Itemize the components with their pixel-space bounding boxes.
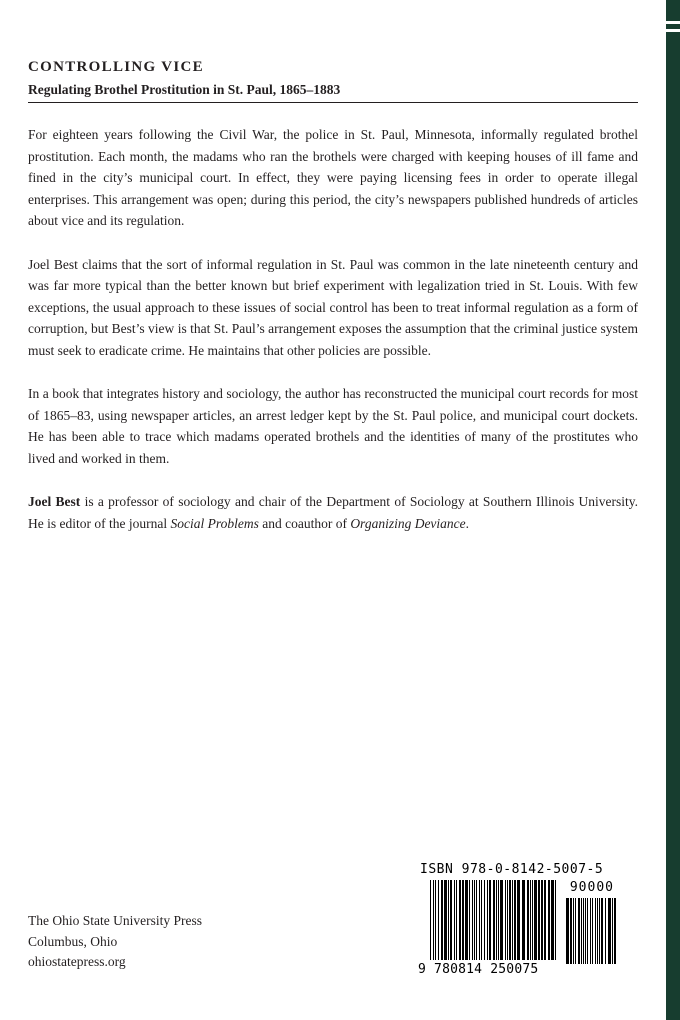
barcode-bar: [595, 898, 596, 964]
barcode-bar: [575, 898, 576, 964]
barcode-addon-digits: 90000: [569, 880, 614, 895]
barcode-bar: [496, 880, 497, 960]
barcode-bar: [450, 880, 452, 960]
barcode-bar: [608, 898, 611, 964]
journal-title: Social Problems: [170, 515, 259, 531]
barcode-bar: [481, 880, 482, 960]
barcode-bar: [514, 880, 516, 960]
barcode-bar: [438, 880, 439, 960]
barcode-bar: [583, 898, 584, 964]
barcode-bar: [587, 898, 588, 964]
publisher-city: Columbus, Ohio: [28, 933, 118, 949]
barcode-bar: [614, 898, 616, 964]
barcode-bar: [590, 898, 591, 964]
barcode-bar: [474, 880, 475, 960]
barcode-bar: [462, 880, 464, 960]
author-name: Joel Best: [28, 494, 81, 509]
barcode-bar: [566, 898, 569, 964]
barcode-bar: [459, 880, 461, 960]
barcode-bar: [530, 880, 531, 960]
barcode-bar: [538, 880, 540, 960]
barcode-bar: [551, 880, 554, 960]
description-paragraph-2: Joel Best claims that the sort of informal regulation in St. Paul was common in the late nineteenth century and was far more typical than the better known but brief experiment with legalization tried in St. Louis. With few exceptions, the usual approach to these issues of social control has been to treat informal regulation as a form of corruption, but Best’s view is that St. Paul’s arrangement exposes the assumption that the criminal justice system must seek to eradicate crime. He maintains that other policies are possible.: [28, 256, 638, 358]
book-title: CONTROLLING VICE: [28, 59, 204, 75]
barcode-bar: [601, 898, 603, 964]
barcode-bar: [476, 880, 477, 960]
bio-text-2: and coauthor of: [258, 515, 351, 531]
barcode-bar: [433, 880, 434, 960]
barcode-bar: [444, 880, 447, 960]
barcode-bar: [487, 880, 488, 960]
description-paragraph-3: In a book that integrates history and sociology, the author has reconstructed the municipal court records for most of 1865–83, using newspaper articles, an arrest ledger kept by the St. Paul police, and municipal court dockets. He has been able to trace which madams operated brothels and the identities of many of the prostitutes who lived and worked in them.: [28, 386, 638, 466]
publisher-block: [28, 911, 202, 973]
barcode-bar: [456, 880, 457, 960]
barcode-bar: [605, 898, 606, 964]
spine-mark: [666, 21, 680, 24]
barcode-bar: [544, 880, 546, 960]
barcode-bar: [585, 898, 586, 964]
barcode-bar: [512, 880, 513, 960]
barcode-bar: [507, 880, 508, 960]
barcode-bar: [534, 880, 537, 960]
bio-text-3: .: [465, 515, 470, 531]
barcode-bars: [420, 880, 618, 964]
barcode-bar: [479, 880, 480, 960]
barcode-bar: [555, 880, 556, 960]
barcode-bar: [469, 880, 470, 960]
barcode-bar: [489, 880, 491, 960]
barcode-bar: [448, 880, 449, 960]
book-header: [28, 58, 638, 98]
barcode-bar: [597, 898, 598, 964]
barcode-bar: [548, 880, 550, 960]
spine-mark: [666, 29, 680, 32]
spine-band: [666, 0, 680, 1020]
barcode-bar: [500, 880, 503, 960]
barcode-bar: [505, 880, 506, 960]
barcode-bar: [578, 898, 580, 964]
barcode-bar: [522, 880, 525, 960]
publisher-website: ohiostatepress.org: [28, 954, 126, 969]
header-rule: [28, 102, 638, 103]
barcode-bar: [541, 880, 543, 960]
barcode-bar: [573, 898, 574, 964]
coauthored-book-title: Organizing Deviance: [350, 515, 466, 531]
isbn-label: ISBN 978-0-8142-5007-5: [420, 862, 604, 877]
barcode-bar: [599, 898, 600, 964]
barcode-bar: [435, 880, 436, 960]
barcode-bar: [592, 898, 593, 964]
bio-text-1: is a professor of sociology and chair of the Department of Sociology at Southern Illinois University. He is editor of the journal: [28, 494, 638, 531]
ean-digits: 9 780814 250075: [418, 962, 539, 977]
author-bio: [28, 491, 638, 534]
barcode-bar: [532, 880, 533, 960]
barcode-bar: [498, 880, 499, 960]
barcode-bar: [430, 880, 431, 960]
barcode-bar: [441, 880, 443, 960]
barcode-bar: [493, 880, 495, 960]
description: [28, 124, 638, 534]
barcode-bar: [484, 880, 485, 960]
barcode-bar: [517, 880, 520, 960]
barcode-bar: [465, 880, 468, 960]
book-subtitle: Regulating Brothel Prostitution in St. Paul, 1865–1883: [28, 82, 341, 97]
barcode-bar: [527, 880, 529, 960]
description-paragraph-1: For eighteen years following the Civil War, the police in St. Paul, Minnesota, informally regulated brothel prostitution. Each month, the madams who ran the brothels were charged with keeping houses of ill fame and fined in the city’s municipal court. In effect, they were paying licensing fees in order to operate illegal enterprises. This arrangement was open; during this period, the city’s newspapers published hundreds of articles about vice and its regulation.: [28, 127, 638, 228]
barcode-bar: [612, 898, 613, 964]
isbn-barcode: [420, 862, 618, 979]
publisher-name: The Ohio State University Press: [28, 913, 202, 928]
barcode-bar: [581, 898, 582, 964]
barcode-bar: [509, 880, 511, 960]
barcode-bar: [570, 898, 572, 964]
barcode-bar: [472, 880, 473, 960]
barcode-bar: [454, 880, 455, 960]
